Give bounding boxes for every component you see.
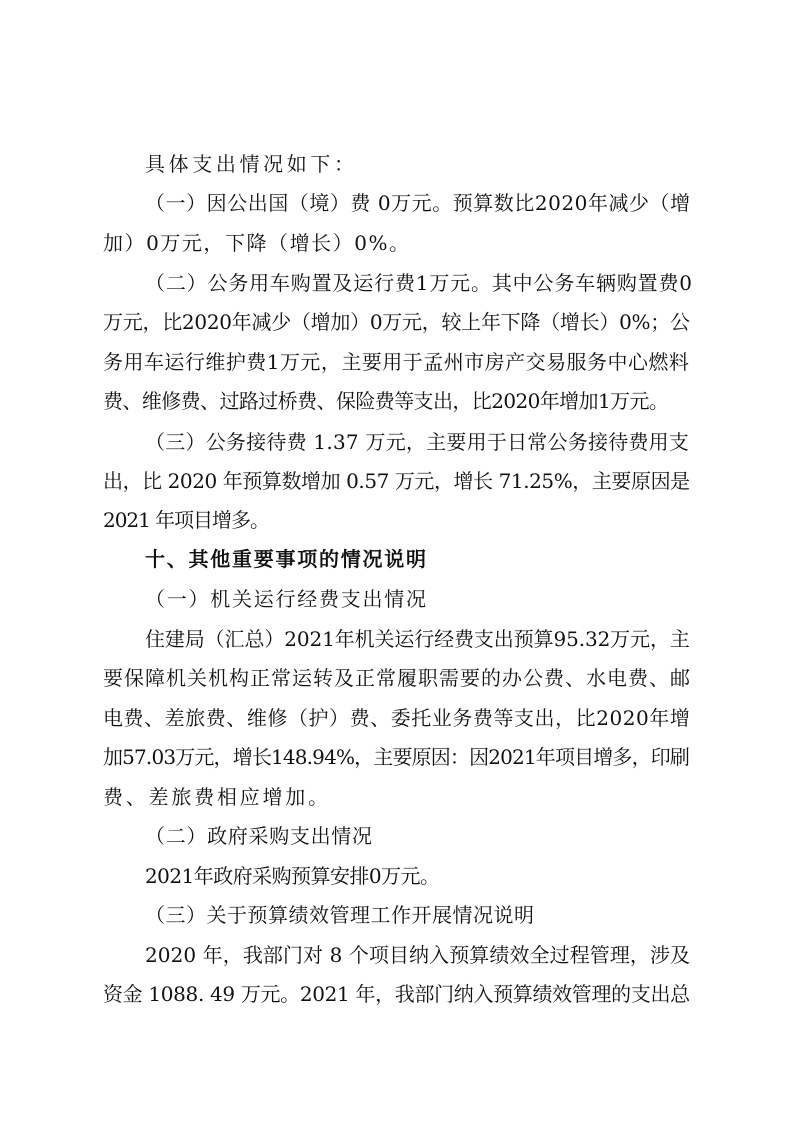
subsection-heading-text: （二）政府采购支出情况 xyxy=(145,824,373,848)
paragraph-line xyxy=(0,304,793,340)
text-line: 加57.03万元，增长148.94%，主要原因：因2021年项目增多，印刷 xyxy=(103,745,690,769)
paragraph-line xyxy=(0,858,793,894)
text-line: 2020 年，我部门对 8 个项目纳入预算绩效全过程管理，涉及 xyxy=(145,943,691,967)
paragraph-line xyxy=(0,383,793,419)
text-line: 电费、差旅费、维修（护）费、委托业务费等支出，比2020年增 xyxy=(103,706,691,730)
text-line: 费、维修费、过路过桥费、保险费等支出，比2020年增加1万元。 xyxy=(103,389,669,413)
text-line: 务用车运行维护费1万元，主要用于孟州市房产交易服务中心燃料 xyxy=(103,350,690,374)
paragraph-line xyxy=(0,739,793,775)
paragraph-line xyxy=(0,502,793,538)
text-line: 出，比 2020 年预算数增加 0.57 万元，增长 71.25%，主要原因是 xyxy=(103,469,690,493)
text-line: 要保障机关机构正常运转及正常履职需要的办公费、水电费、邮 xyxy=(103,666,691,690)
section-heading-text: 十、其他重要事项的情况说明 xyxy=(145,547,428,571)
subsection-heading-text: （一）机关运行经费支出情况 xyxy=(145,587,428,611)
subsection-heading-text: （三）关于预算绩效管理工作开展情况说明 xyxy=(145,903,535,927)
text-line: 加）0万元，下降（增长）0%。 xyxy=(103,231,411,255)
paragraph-line xyxy=(0,146,793,182)
text-line: 万元，比2020年减少（增加）0万元，较上年下降（增长）0%；公 xyxy=(103,310,690,334)
paragraph-line xyxy=(0,976,793,1012)
paragraph-line xyxy=(0,937,793,973)
text-line: （三）公务接待费 1.37 万元，主要用于日常公务接待费用支 xyxy=(145,430,690,454)
paragraph-line xyxy=(0,265,793,301)
text-line: 资金 1088. 49 万元。2021 年，我部门纳入预算绩效管理的支出总 xyxy=(103,982,690,1006)
text-line: 2021年政府采购预算安排0万元。 xyxy=(145,864,440,888)
text-line: （二）公务用车购置及运行费1万元。其中公务车辆购置费0 xyxy=(145,271,693,295)
paragraph-line xyxy=(0,660,793,696)
section-heading xyxy=(0,541,793,577)
paragraph-line xyxy=(0,225,793,261)
subsection-heading xyxy=(0,581,793,617)
paragraph-line xyxy=(0,779,793,815)
text-line: 2021 年项目增多。 xyxy=(103,508,269,532)
text-line: 具体支出情况如下： xyxy=(145,152,358,176)
paragraph-line xyxy=(0,621,793,657)
paragraph-line xyxy=(0,463,793,499)
subsection-heading xyxy=(0,818,793,854)
text-line: （一）因公出国（境）费 0万元。预算数比2020年减少（增 xyxy=(145,191,691,215)
text-line: 住建局（汇总）2021年机关运行经费支出预算95.32万元，主 xyxy=(145,627,690,651)
paragraph-line xyxy=(0,185,793,221)
subsection-heading xyxy=(0,897,793,933)
paragraph-line xyxy=(0,424,793,460)
text-line: 费、差旅费相应增加。 xyxy=(103,785,331,809)
paragraph-line xyxy=(0,344,793,380)
paragraph-line xyxy=(0,700,793,736)
